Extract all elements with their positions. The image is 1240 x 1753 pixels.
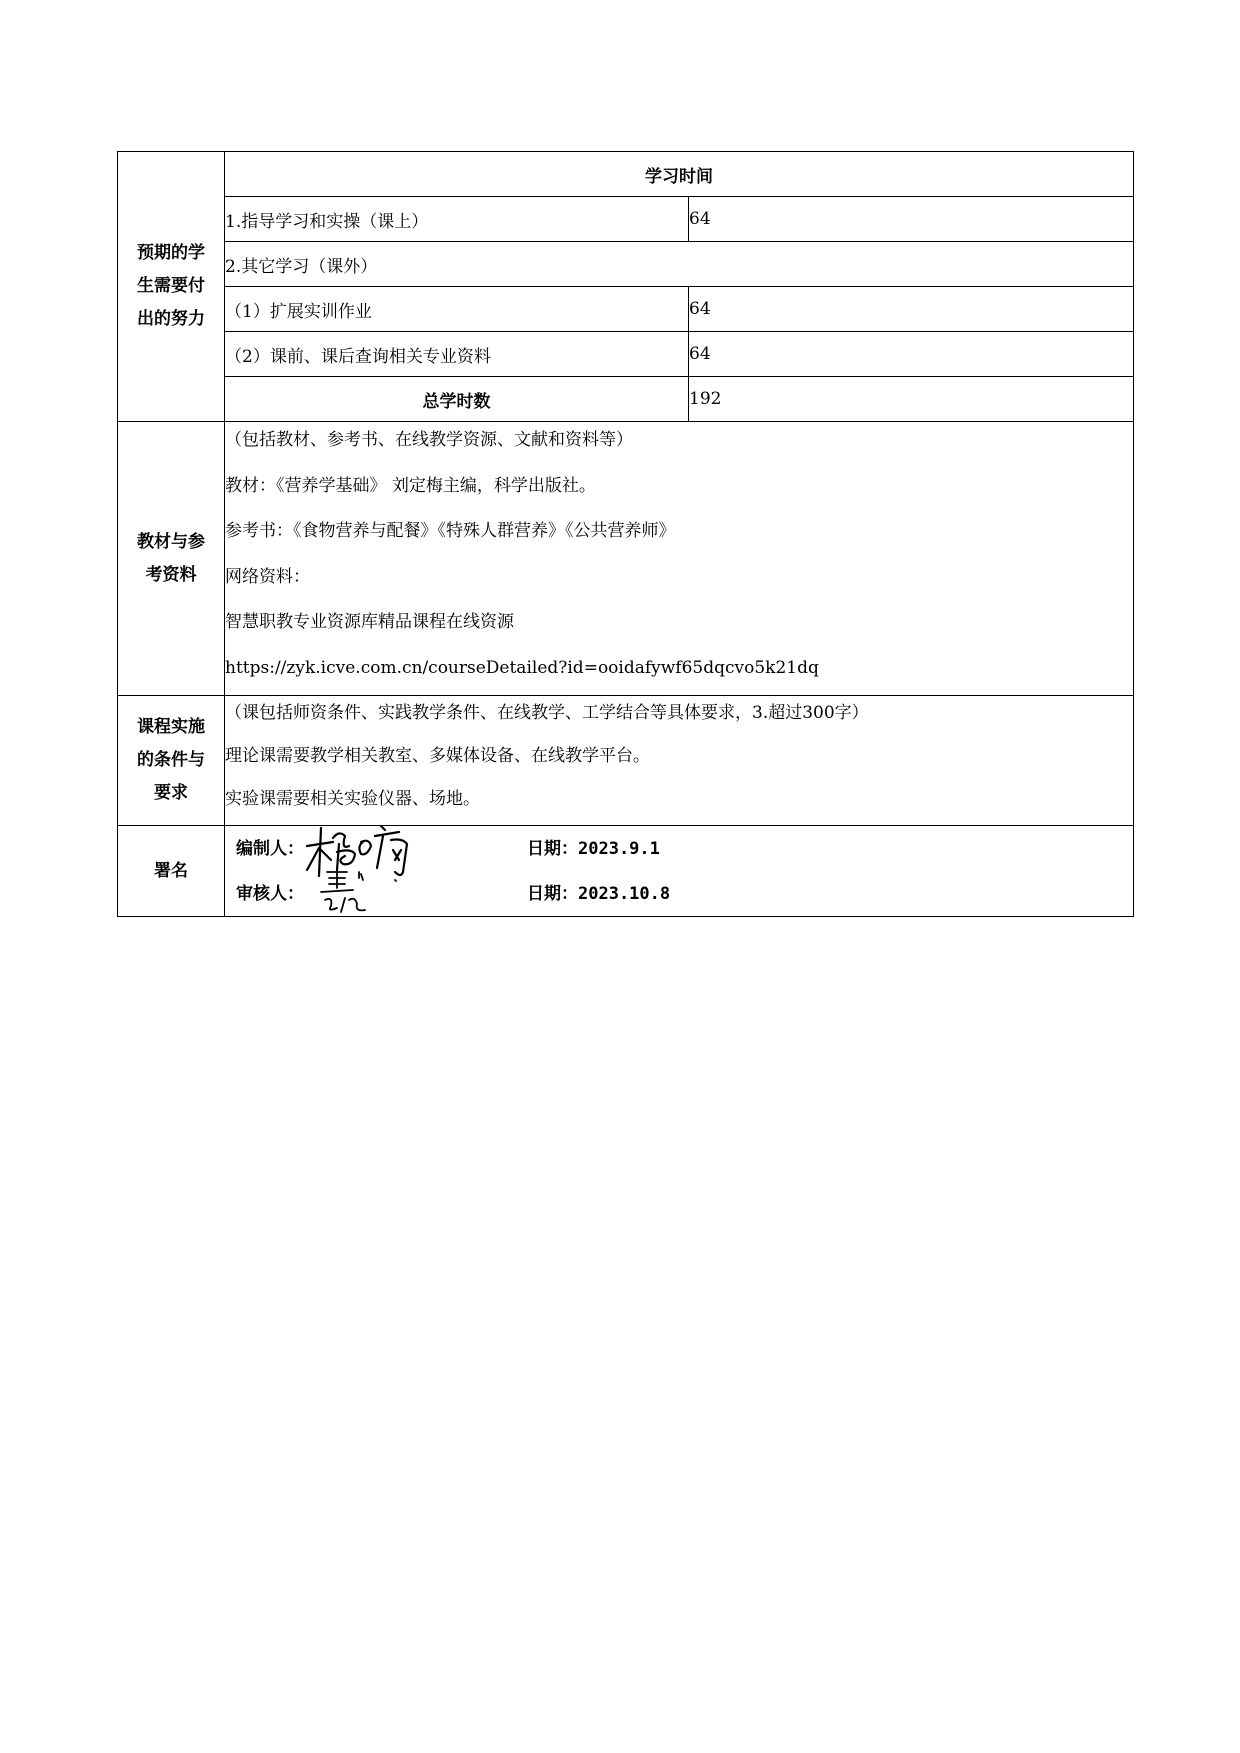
materials-line: 网络资料： (225, 566, 310, 587)
materials-heading (118, 422, 225, 696)
effort-row-value: 64 (689, 287, 1134, 332)
conditions-line: 实验课需要相关实验仪器、场地。 (225, 789, 480, 809)
compiler-label: 编制人： (236, 839, 304, 859)
course-info-table (117, 151, 1134, 917)
study-time-header: 学习时间 (225, 152, 1134, 197)
conditions-line: 理论课需要教学相关教室、多媒体设备、在线教学平台。 (225, 746, 650, 766)
effort-row-value: 64 (689, 332, 1134, 377)
effort-row-label: （1）扩展实训作业 (225, 287, 689, 332)
conditions-line: （课包括师资条件、实践教学条件、在线教学、工学结合等具体要求，3.超过300字） (225, 703, 869, 723)
materials-line: 教材：《营养学基础》 刘定梅主编，科学出版社。 (225, 475, 596, 496)
total-hours-label: 总学时数 (225, 377, 689, 422)
effort-row-value: 64 (689, 197, 1134, 242)
conditions-heading-text: 课程实施的条件与要求 (137, 717, 205, 803)
signature-cell (225, 826, 1134, 917)
reviewer-label: 审核人： (236, 884, 304, 904)
effort-heading-text: 预期的学生需要付出的努力 (137, 243, 205, 329)
compiler-date: 日期：2023.9.1 (527, 839, 660, 859)
signature-heading: 署名 (118, 826, 225, 917)
total-hours-value: 192 (689, 377, 1134, 422)
reviewer-date: 日期：2023.10.8 (527, 884, 671, 904)
materials-content (225, 422, 1134, 696)
materials-heading-text: 教材与参考资料 (137, 531, 205, 585)
materials-url: https://zyk.icve.com.cn/courseDetailed?id=ooidafywf65dqcvo5k21dq (225, 657, 819, 678)
effort-row-label: 2.其它学习（课外） (225, 242, 1134, 287)
conditions-heading (118, 696, 225, 826)
materials-line: 参考书：《食物营养与配餐》《特殊人群营养》《公共营养师》 (225, 521, 676, 541)
effort-heading (118, 152, 225, 422)
effort-row-label: （2）课前、课后查询相关专业资料 (225, 332, 689, 377)
materials-line: 智慧职教专业资源库精品课程在线资源 (225, 612, 514, 632)
effort-row-label: 1.指导学习和实操（课上） (225, 197, 689, 242)
conditions-content (225, 696, 1134, 826)
reviewer-signature (315, 866, 405, 916)
materials-line: （包括教材、参考书、在线教学资源、文献和资料等） (225, 430, 633, 450)
